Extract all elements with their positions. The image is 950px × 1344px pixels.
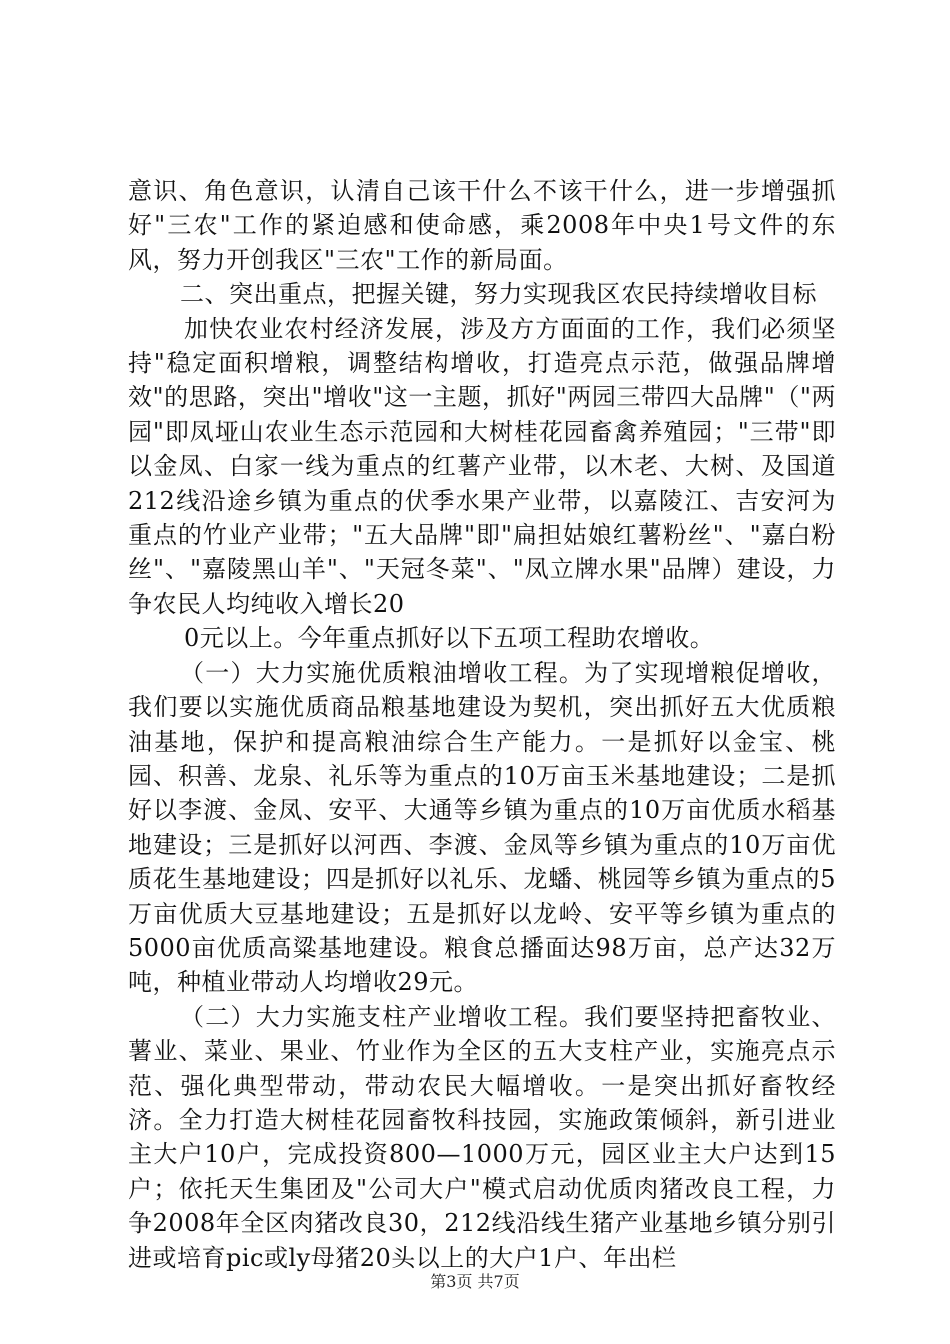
paragraph: 0元以上。今年重点抓好以下五项工程助农增收。 xyxy=(184,624,715,653)
paragraph-continuation: 意识、角色意识，认清自己该干什么不该干什么，进一步增强抓好"三农"工作的紧迫感和使命感，乘2008年中央1号文件的东风，努力开创我区"三农"工作的新局面。 xyxy=(128,177,836,274)
document-body xyxy=(128,174,836,1275)
page-footer: 第3页 共7页 xyxy=(430,1272,520,1291)
paragraph-subsection-2: （二）大力实施支柱产业增收工程。我们要坚持把畜牧业、薯业、菜业、果业、竹业作为全区的五大支柱产业，实施亮点示范、强化典型带动，带动农民大幅增收。一是突出抓好畜牧经济。全力打造大树桂花园畜牧科技园，实施政策倾斜，新引进业主大户10户，完成投资800—1000万元，园区业主大户达到15户；依托天生集团及"公司大户"模式启动优质肉猪改良工程，力争2008年全区肉猪改良30，212线沿线生猪产业基地乡镇分别引进或培育pic或ly母猪20头以上的大户1户、年出栏 xyxy=(128,1002,836,1272)
paragraph-subsection-1: （一）大力实施优质粮油增收工程。为了实现增粮促增收，我们要以实施优质商品粮基地建设为契机，突出抓好五大优质粮油基地，保护和提高粮油综合生产能力。一是抓好以金宝、桃园、积善、龙泉、礼乐等为重点的10万亩玉米基地建设；二是抓好以李渡、金凤、安平、大通等乡镇为重点的10万亩优质水稻基地建设；三是抓好以河西、李渡、金凤等乡镇为重点的10万亩优质花生基地建设；四是抓好以礼乐、龙蟠、桃园等乡镇为重点的5万亩优质大豆基地建设；五是抓好以龙岭、安平等乡镇为重点的5000亩优质高粱基地建设。粮食总播面达98万亩，总产达32万吨，种植业带动人均增收29元。 xyxy=(128,658,836,997)
section-heading: 二、突出重点，把握关键，努力实现我区农民持续增收目标 xyxy=(180,280,817,309)
paragraph: 加快农业农村经济发展，涉及方方面面的工作，我们必须坚持"稳定面积增粮，调整结构增收，打造亮点示范，做强品牌增效"的思路，突出"增收"这一主题，抓好"两园三带四大品牌"（"两园"即凤垭山农业生态示范园和大树桂花园畜禽养殖园；"三带"即以金凤、白家一线为重点的红薯产业带，以木老、大树、及国道212线沿途乡镇为重点的伏季水果产业带，以嘉陵江、吉安河为重点的竹业产业带；"五大品牌"即"扁担姑娘红薯粉丝"、"嘉白粉丝"、"嘉陵黑山羊"、"天冠冬菜"、"凤立牌水果"品牌）建设，力争农民人均纯收入增长20 xyxy=(128,314,836,618)
